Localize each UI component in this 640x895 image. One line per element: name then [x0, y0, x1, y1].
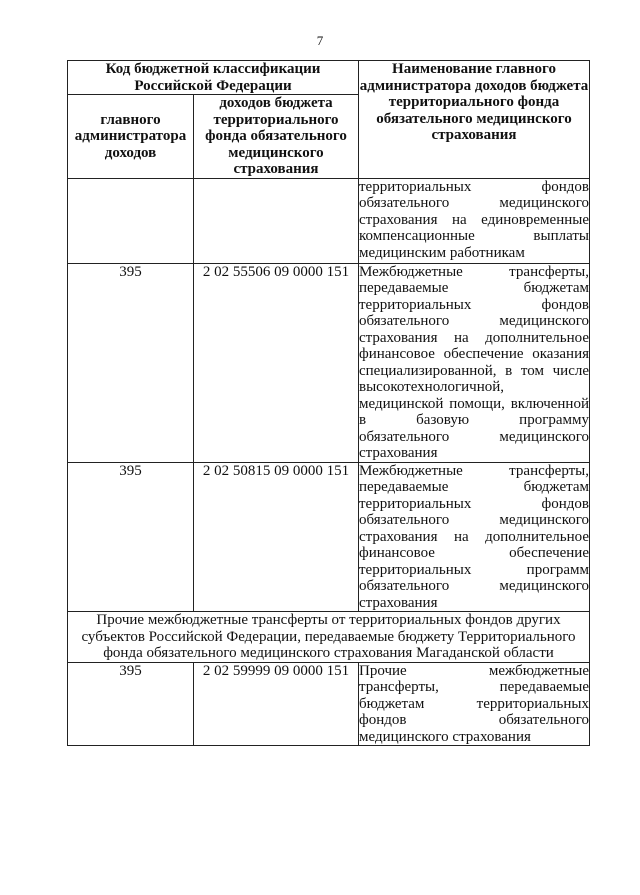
table-row — [68, 462, 590, 612]
admin-code-cell: 395 — [68, 662, 194, 746]
admin-code-cell: 395 — [68, 263, 194, 462]
table-row — [68, 263, 590, 462]
budget-code-cell: 2 02 55506 09 0000 151 — [194, 263, 359, 462]
group-heading-row — [68, 612, 590, 663]
page-number: 7 — [316, 33, 324, 48]
header-code-group: Код бюджетной классификации Российской Федерации — [68, 61, 359, 95]
header-admin-column: главного администратора доходов — [68, 95, 194, 179]
budget-code-cell — [194, 178, 359, 263]
header-name-column: Наименование главного администратора доходов бюджета территориального фонда обязательного медицинского страхования — [359, 61, 590, 179]
budget-code-cell: 2 02 50815 09 0000 151 — [194, 462, 359, 612]
description-cell: Межбюджетные трансферты, передаваемые бюджетам территориальных фондов обязательного медицинского страхования на дополнительное финансовое обеспечение оказания специализированной, в том числе высокотехнологичной, медицинской помощи, включенной в базовую программу обязательного медицинского страхования — [359, 263, 589, 461]
budget-code-cell: 2 02 59999 09 0000 151 — [194, 662, 359, 746]
group-heading: Прочие межбюджетные трансферты от территориальных фондов других субъектов Российской Федерации, передаваемые бюджету Территориального фонда обязательного медицинского страхования Магаданской области — [68, 612, 590, 663]
description-cell: Прочие межбюджетные трансферты, передаваемые бюджетам территориальных фондов обязательного медицинского страхования — [359, 662, 589, 745]
admin-code-cell: 395 — [68, 462, 194, 612]
table-row — [68, 178, 590, 263]
table-row — [68, 662, 590, 746]
admin-code-cell — [68, 178, 194, 263]
description-cell: территориальных фондов обязательного медицинского страхования на единовременные компенсационные выплаты медицинским работникам — [359, 178, 590, 263]
budget-classification-table — [67, 60, 590, 746]
description-cell: Межбюджетные трансферты, передаваемые бюджетам территориальных фондов обязательного медицинского страхования на дополнительное финансовое обеспечение территориальных программ обязательного медицинского страхования — [359, 462, 589, 611]
header-income-column: доходов бюджета территориального фонда обязательного медицинского страхования — [194, 95, 359, 179]
